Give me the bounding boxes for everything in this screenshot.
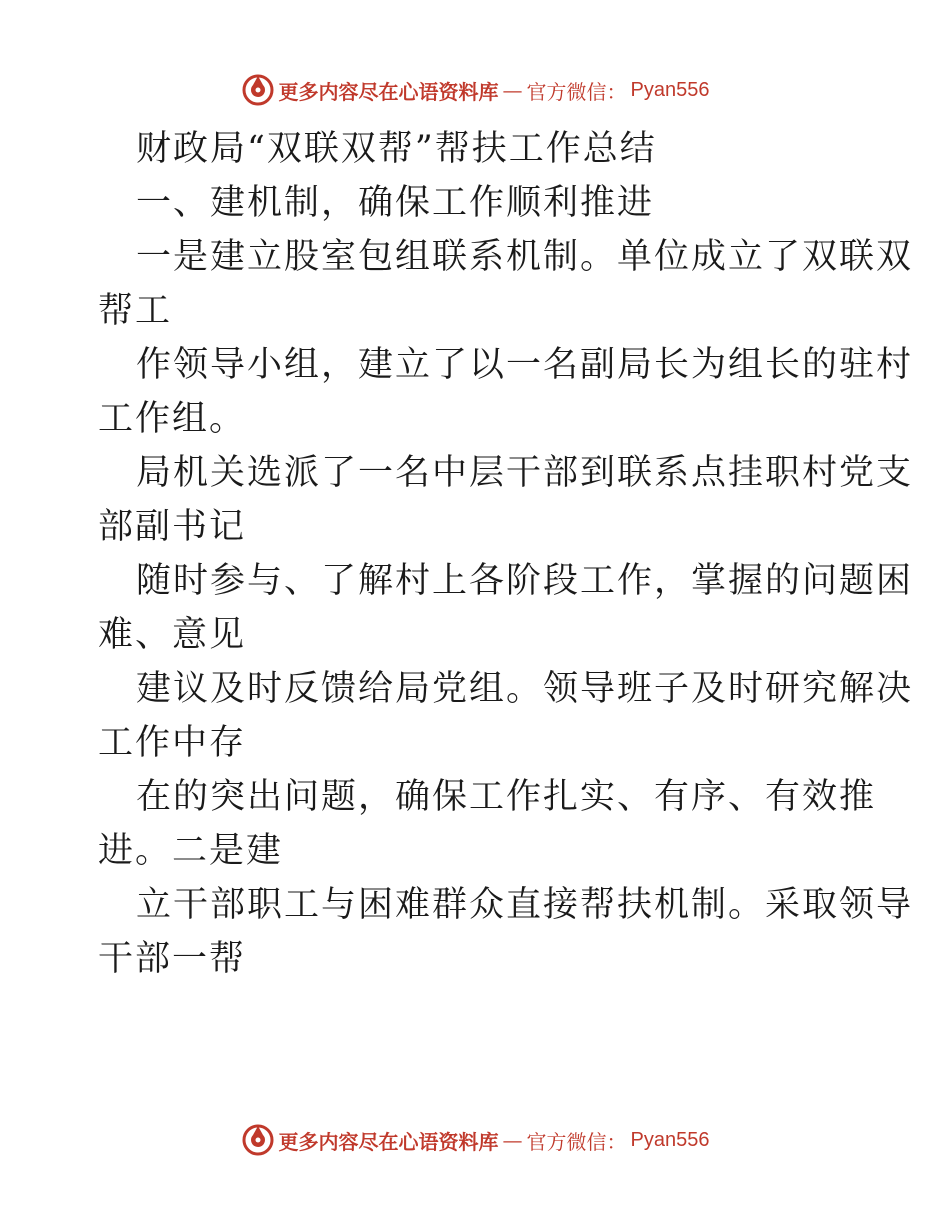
paragraph-line: 立干部职工与困难群众直接帮扶机制。采取领导 (136, 885, 914, 925)
footer-banner (0, 1120, 950, 1160)
header-banner (0, 70, 950, 110)
banner-wechat-id: Pyan556 (630, 1128, 710, 1151)
paragraph-line: 工作中存 (98, 723, 247, 763)
paragraph-line: 难、意见 (98, 615, 247, 655)
paragraph-line: 作领导小组，建立了以一名副局长为组长的驻村 (136, 345, 914, 385)
banner-wechat-label: 官方微信： (526, 79, 627, 104)
banner-title: 更多内容尽在心语资料库 (278, 79, 499, 104)
banner-separator: — (502, 78, 523, 102)
paragraph-line: 建议及时反馈给局党组。领导班子及时研究解决 (136, 669, 914, 709)
banner-separator: — (502, 1128, 523, 1152)
paragraph-line: 进。二是建 (98, 831, 284, 871)
banner-wechat-label: 官方微信： (526, 1129, 627, 1154)
paragraph-line: 局机关选派了一名中层干部到联系点挂职村党支 (136, 453, 914, 493)
paragraph-line: 干部一帮 (98, 939, 247, 979)
paragraph-line: 一是建立股室包组联系机制。单位成立了双联双 (136, 237, 914, 277)
paragraph-line: 帮工 (98, 291, 173, 331)
paragraph-line: 随时参与、了解村上各阶段工作，掌握的问题困 (136, 561, 914, 601)
banner-wechat-id: Pyan556 (630, 78, 710, 101)
document-body (98, 122, 914, 986)
banner-title: 更多内容尽在心语资料库 (278, 1129, 499, 1154)
paragraph-line: 工作组。 (98, 399, 247, 439)
logo-icon (241, 1123, 275, 1157)
document-title: 财政局“双联双帮”帮扶工作总结 (136, 129, 657, 169)
paragraph-line: 部副书记 (98, 507, 247, 547)
paragraph-line: 在的突出问题，确保工作扎实、有序、有效推 (136, 777, 877, 817)
logo-icon (241, 73, 275, 107)
section-heading: 一、建机制，确保工作顺利推进 (136, 183, 655, 223)
